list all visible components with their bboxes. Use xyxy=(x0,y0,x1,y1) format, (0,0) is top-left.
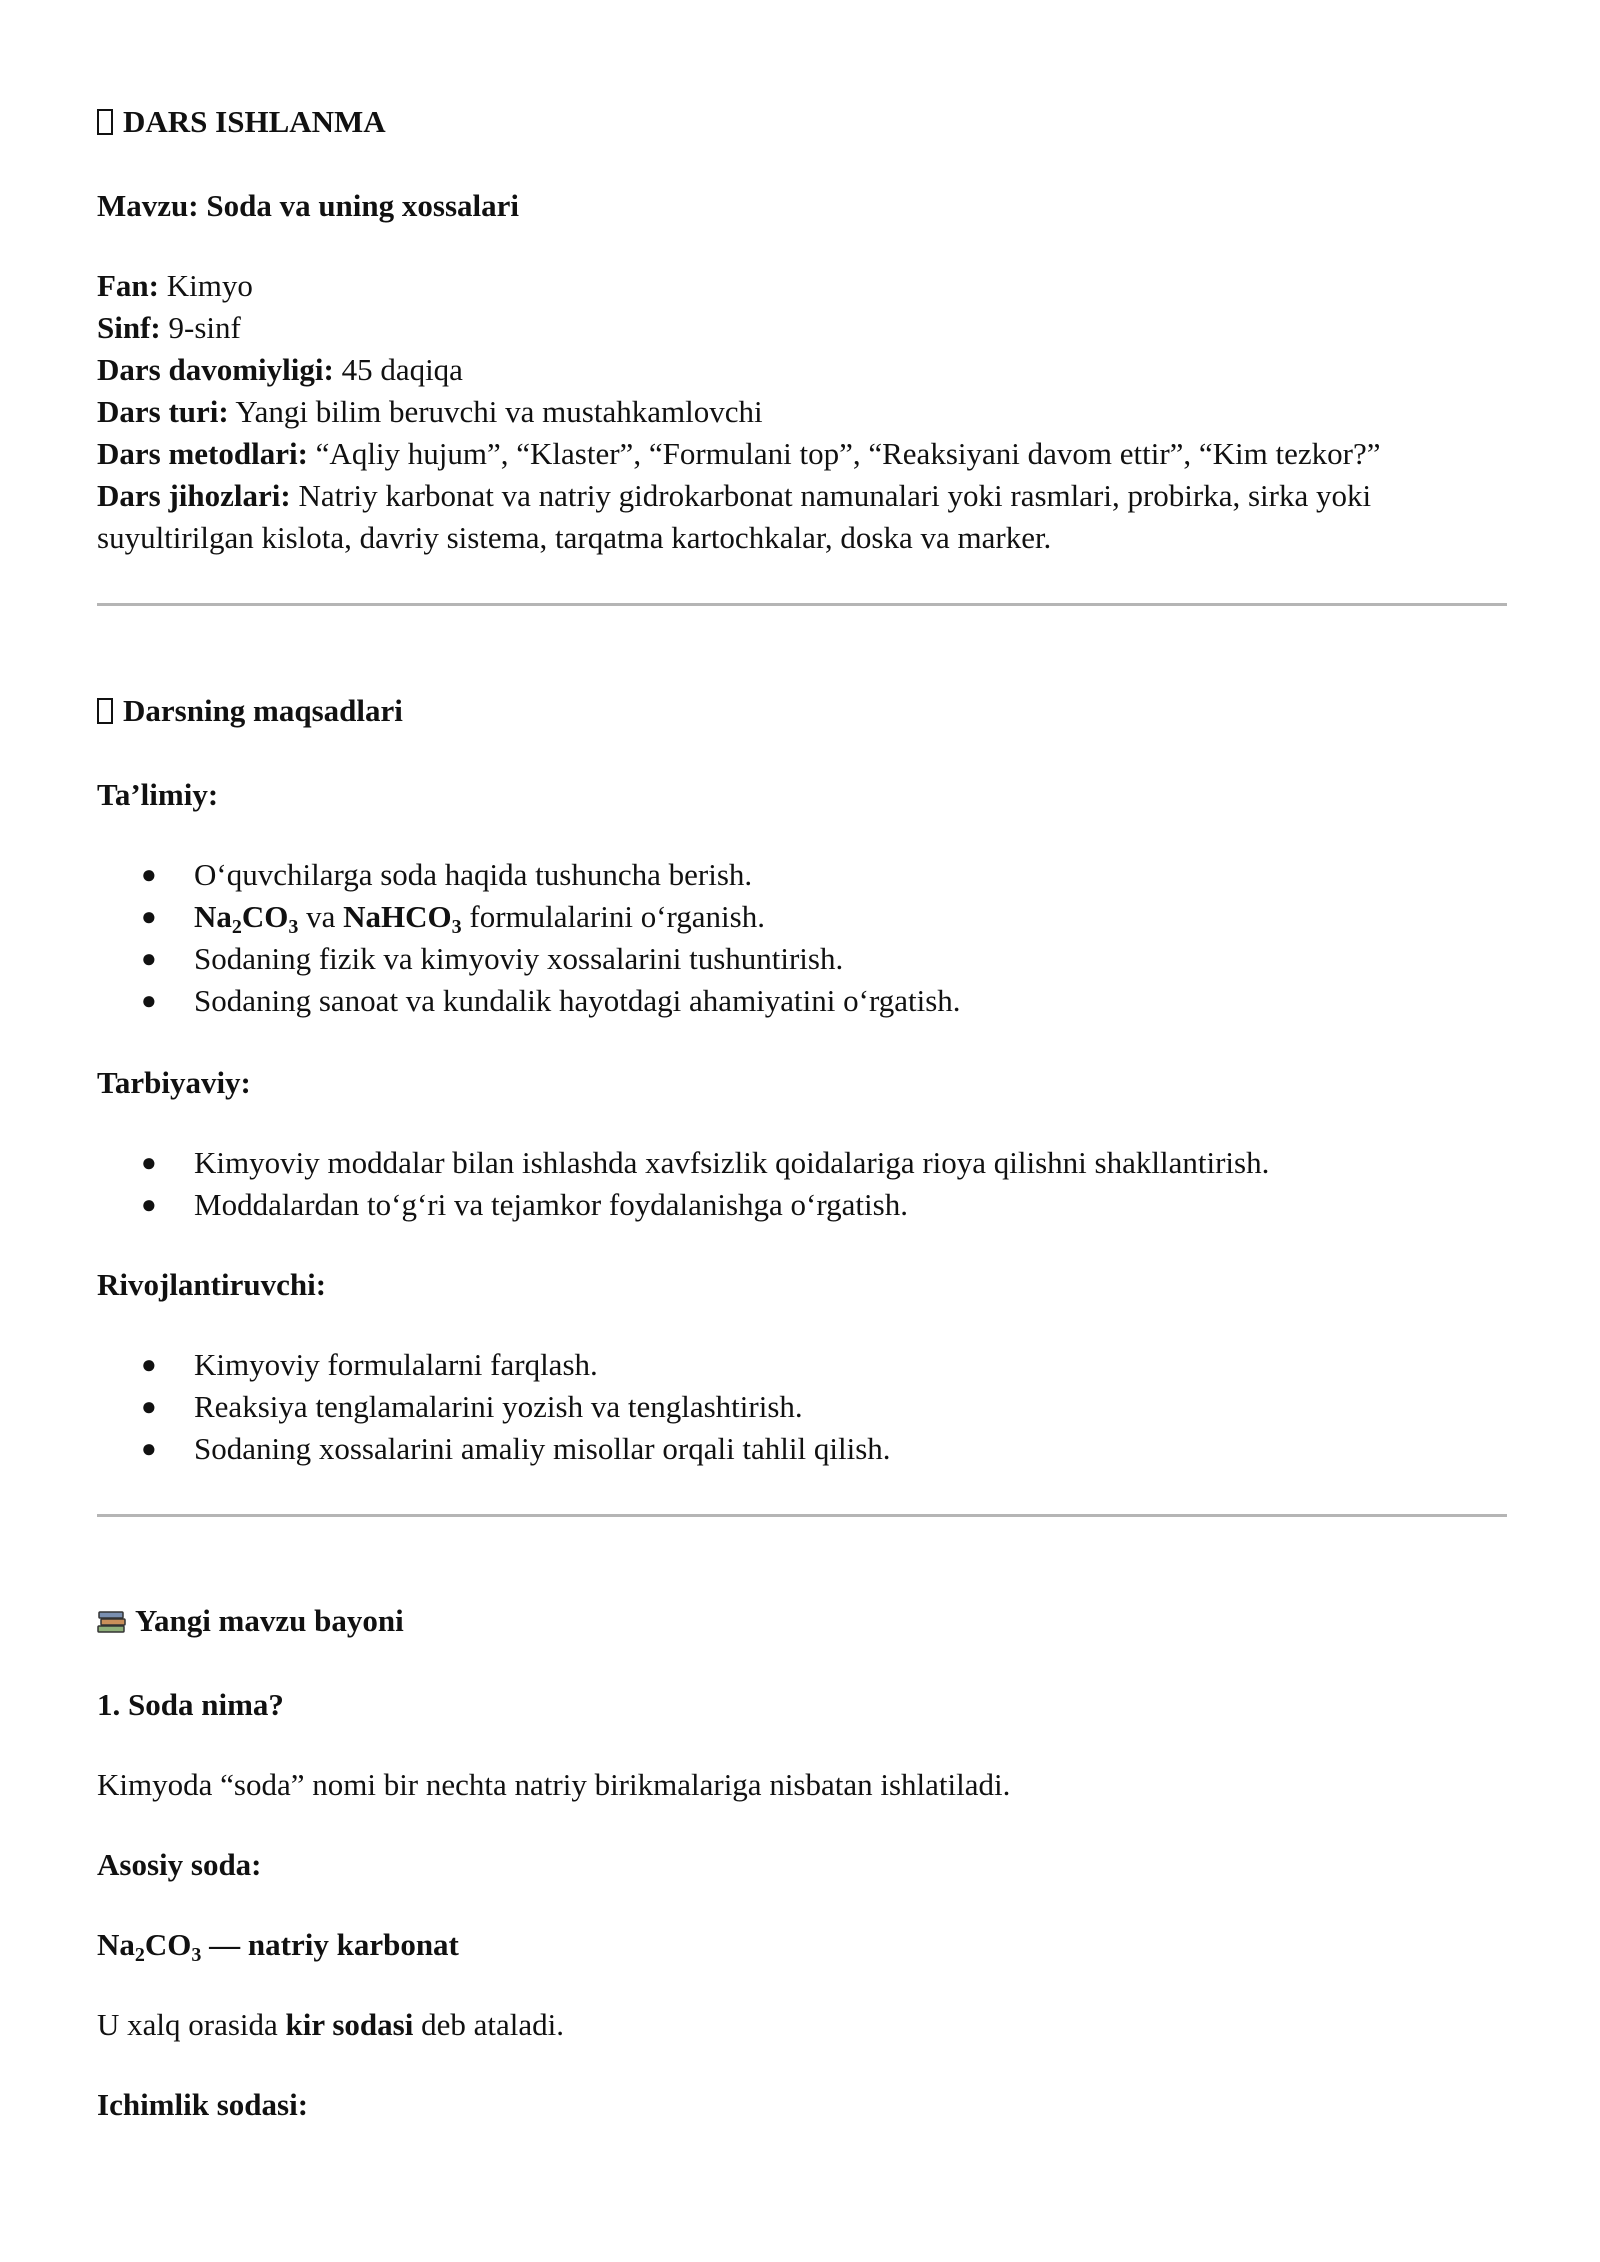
jihozlar-value-1: Natriy karbonat va natriy gidrokarbonat namunalari yoki rasmlari, probirka, sirka yoki xyxy=(290,478,1372,513)
text-part: deb ataladi. xyxy=(413,2007,564,2042)
title-text: DARS ISHLANMA xyxy=(123,104,386,139)
bullet: ● xyxy=(141,1434,157,1463)
emphasis: kir sodasi xyxy=(285,2007,414,2042)
fan-label: Fan: xyxy=(97,268,159,303)
missing-glyph-icon xyxy=(97,698,113,724)
formula-sub: 2 xyxy=(231,916,242,938)
rivojlantiruvchi-heading: Rivojlantiruvchi: xyxy=(97,1267,327,1302)
formula-sub: 3 xyxy=(451,916,462,938)
jihozlar-label: Dars jihozlari: xyxy=(97,478,291,513)
formula-part: Na xyxy=(97,1927,135,1962)
metodlar-value: “Aqliy hujum”, “Klaster”, “Formulani top”, “Reaksiyani davom ettir”, “Kim tezkor?” xyxy=(307,436,1381,471)
info-davomiylik xyxy=(97,350,463,390)
info-jihozlar xyxy=(97,476,1371,516)
formula-rest: — natriy karbonat xyxy=(201,1927,459,1962)
text-part: formulalarini o‘rganish. xyxy=(461,899,765,934)
info-metodlar xyxy=(97,434,1381,474)
formula-part: CO xyxy=(241,899,289,934)
question-1: 1. Soda nima? xyxy=(97,1687,284,1722)
text-part: va xyxy=(298,899,344,934)
paragraph: Kimyoda “soda” nomi bir nechta natriy birikmalariga nisbatan ishlatiladi. xyxy=(97,1767,1011,1802)
list-item xyxy=(194,897,765,937)
missing-glyph-icon xyxy=(97,109,113,135)
info-jihozlar-cont: suyultirilgan kislota, davriy sistema, tarqatma kartochkalar, doska va marker. xyxy=(97,520,1052,555)
bullet: ● xyxy=(141,1190,157,1219)
list-item: Moddalardan to‘g‘ri va tejamkor foydalanishga o‘rgatish. xyxy=(194,1187,908,1222)
info-sinf xyxy=(97,308,241,348)
list-item: Kimyoviy moddalar bilan ishlashda xavfsizlik qoidalariga rioya qilishni shakllantirish. xyxy=(194,1145,1270,1180)
formula-heading xyxy=(97,1925,459,1965)
document-title xyxy=(97,102,386,142)
bullet: ● xyxy=(141,860,157,889)
bullet: ● xyxy=(141,986,157,1015)
bullet: ● xyxy=(141,944,157,973)
paragraph xyxy=(97,2005,564,2045)
bullet: ● xyxy=(141,1148,157,1177)
formula-part: Na xyxy=(194,899,232,934)
list-item: Kimyoviy formulalarni farqlash. xyxy=(194,1347,598,1382)
metodlar-label: Dars metodlari: xyxy=(97,436,308,471)
bullet: ● xyxy=(141,1392,157,1421)
turi-value: Yangi bilim beruvchi va mustahkamlovchi xyxy=(228,394,763,429)
formula-sub: 3 xyxy=(288,916,299,938)
list-item: Sodaning xossalarini amaliy misollar orqali tahlil qilish. xyxy=(194,1431,891,1466)
formula-part: CO xyxy=(144,1927,192,1962)
goals-heading-text: Darsning maqsadlari xyxy=(123,693,403,728)
ichimlik-heading: Ichimlik sodasi: xyxy=(97,2087,309,2122)
divider xyxy=(97,1514,1507,1517)
davomiylik-value: 45 daqiqa xyxy=(333,352,463,387)
asosiy-heading: Asosiy soda: xyxy=(97,1847,262,1882)
info-fan xyxy=(97,266,253,306)
sinf-label: Sinf: xyxy=(97,310,161,345)
formula-sub: 3 xyxy=(191,1944,202,1966)
goals-heading xyxy=(97,691,403,731)
talimiy-heading: Ta’limiy: xyxy=(97,777,219,812)
divider xyxy=(97,603,1507,606)
formula-part: NaHCO xyxy=(343,899,452,934)
list-item: Reaksiya tenglamalarini yozish va tenglashtirish. xyxy=(194,1389,803,1424)
list-item: Sodaning sanoat va kundalik hayotdagi ahamiyatini o‘rgatish. xyxy=(194,983,961,1018)
fan-value: Kimyo xyxy=(159,268,253,303)
formula-sub: 2 xyxy=(134,1944,145,1966)
books-icon xyxy=(97,1609,127,1635)
list-item: O‘quvchilarga soda haqida tushuncha berish. xyxy=(194,857,753,892)
list-item: Sodaning fizik va kimyoviy xossalarini tushuntirish. xyxy=(194,941,844,976)
sinf-value: 9-sinf xyxy=(160,310,241,345)
new-topic-heading xyxy=(97,1601,404,1641)
text-part: U xalq orasida xyxy=(97,2007,286,2042)
new-topic-heading-text: Yangi mavzu bayoni xyxy=(135,1603,404,1638)
topic-title: Mavzu: Soda va uning xossalari xyxy=(97,188,520,223)
info-turi xyxy=(97,392,763,432)
tarbiyaviy-heading: Tarbiyaviy: xyxy=(97,1065,251,1100)
bullet: ● xyxy=(141,1350,157,1379)
bullet: ● xyxy=(141,902,157,931)
davomiylik-label: Dars davomiyligi: xyxy=(97,352,334,387)
turi-label: Dars turi: xyxy=(97,394,229,429)
